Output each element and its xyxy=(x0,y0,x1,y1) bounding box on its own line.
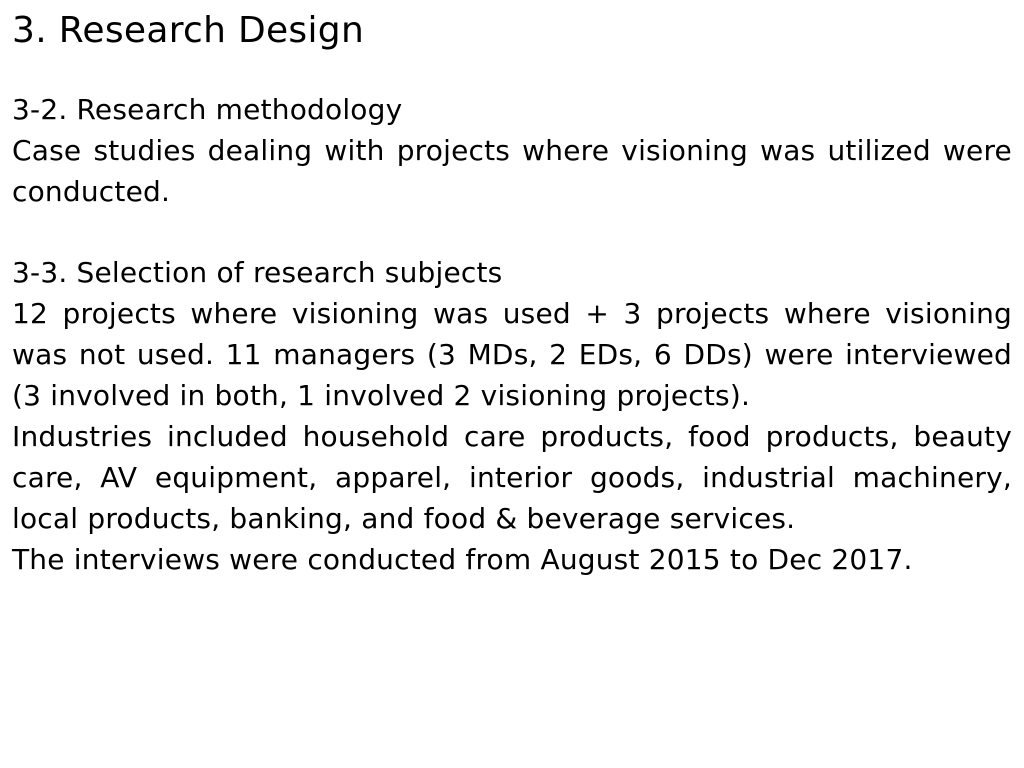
section-heading: 3-2. Research methodology xyxy=(12,93,403,126)
section-research-subjects xyxy=(12,252,1012,580)
paragraph: Industries included household care products, food products, beauty care, AV equipment, apparel, interior goods, industrial machinery, local products, banking, and food & beverage services. xyxy=(12,420,1012,535)
page-title: 3. Research Design xyxy=(12,10,365,51)
paragraph: 12 projects where visioning was used + 3 projects where visioning was not used. 11 managers (3 MDs, 2 EDs, 6 DDs) were interviewed (3 involved in both, 1 involved 2 visioning projects). xyxy=(12,297,1012,412)
paragraph: The interviews were conducted from August 2015 to Dec 2017. xyxy=(12,543,913,576)
section-research-methodology xyxy=(12,89,1012,212)
paragraph: Case studies dealing with projects where visioning was utilized were conducted. xyxy=(12,134,1012,208)
section-heading: 3-3. Selection of research subjects xyxy=(12,256,503,289)
